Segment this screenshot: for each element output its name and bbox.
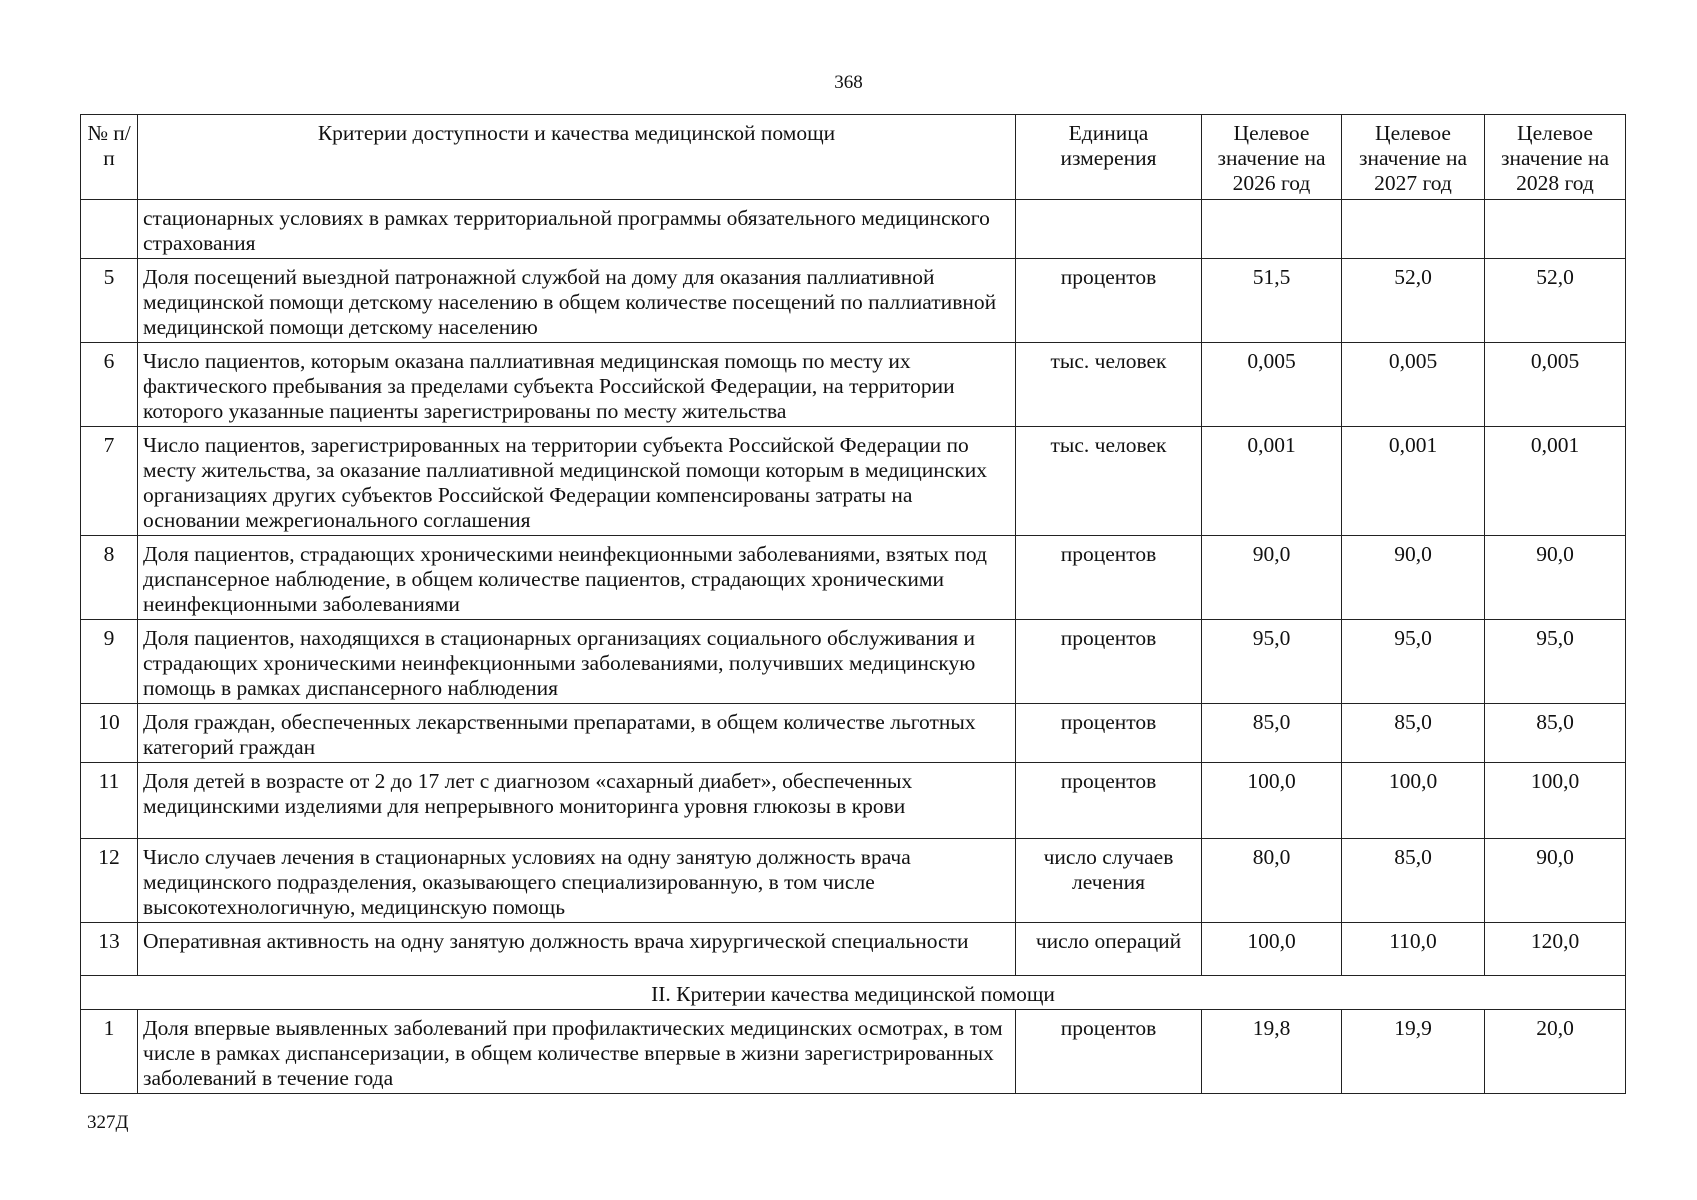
row-number: 7 <box>81 427 138 536</box>
criterion-text: Число пациентов, которым оказана паллиативная медицинская помощь по месту их фактического пребывания за пределами субъекта Российской Федерации, на территории которого указанные пациенты зарегистрированы по месту жительства <box>138 343 1016 427</box>
row-number: 6 <box>81 343 138 427</box>
target-2026: 90,0 <box>1202 536 1342 620</box>
table-row <box>81 620 1626 704</box>
row-number: 10 <box>81 704 138 763</box>
target-2027: 100,0 <box>1342 763 1485 839</box>
target-2028: 0,005 <box>1485 343 1626 427</box>
criterion-text: Число случаев лечения в стационарных условиях на одну занятую должность врача медицинского подразделения, оказывающего специализированную, в том числе высокотехнологичную, медицинскую помощь <box>138 839 1016 923</box>
table-row <box>81 200 1626 259</box>
header-target-2026: Целевое значение на 2026 год <box>1202 115 1342 200</box>
table-row <box>81 763 1626 839</box>
target-2027: 85,0 <box>1342 839 1485 923</box>
criterion-text: Доля пациентов, страдающих хроническими неинфекционными заболеваниями, взятых под диспансерное наблюдение, в общем количестве пациентов, страдающих хроническими неинфекционными заболеваниями <box>138 536 1016 620</box>
table-row <box>81 923 1626 976</box>
table-row <box>81 536 1626 620</box>
unit-of-measure: тыс. человек <box>1016 343 1202 427</box>
table-header-row <box>81 115 1626 200</box>
unit-of-measure: тыс. человек <box>1016 427 1202 536</box>
criterion-text: Доля посещений выездной патронажной службой на дому для оказания паллиативной медицинской помощи детскому населению в общем количестве посещений по паллиативной медицинской помощи детскому населению <box>138 259 1016 343</box>
header-number: № п/п <box>81 115 138 200</box>
header-unit: Единица измерения <box>1016 115 1202 200</box>
header-target-2027: Целевое значение на 2027 год <box>1342 115 1485 200</box>
unit-of-measure: число случаев лечения <box>1016 839 1202 923</box>
target-2027: 0,001 <box>1342 427 1485 536</box>
unit-of-measure: процентов <box>1016 536 1202 620</box>
target-2026: 0,005 <box>1202 343 1342 427</box>
target-2028: 85,0 <box>1485 704 1626 763</box>
unit-of-measure: процентов <box>1016 704 1202 763</box>
target-2028: 100,0 <box>1485 763 1626 839</box>
criterion-text: Доля детей в возрасте от 2 до 17 лет с диагнозом «сахарный диабет», обеспеченных медицинскими изделиями для непрерывного мониторинга уровня глюкозы в крови <box>138 763 1016 839</box>
table-row <box>81 427 1626 536</box>
target-2027: 85,0 <box>1342 704 1485 763</box>
page-number: 368 <box>834 72 863 93</box>
row-number <box>81 200 138 259</box>
row-number: 1 <box>81 1010 138 1094</box>
unit-of-measure <box>1016 200 1202 259</box>
target-2026: 95,0 <box>1202 620 1342 704</box>
target-2026: 100,0 <box>1202 763 1342 839</box>
row-number: 13 <box>81 923 138 976</box>
unit-of-measure: процентов <box>1016 620 1202 704</box>
table-row <box>81 343 1626 427</box>
header-target-2028: Целевое значение на 2028 год <box>1485 115 1626 200</box>
target-2027: 19,9 <box>1342 1010 1485 1094</box>
section-heading: II. Критерии качества медицинской помощи <box>81 976 1626 1010</box>
row-number: 11 <box>81 763 138 839</box>
target-2026: 0,001 <box>1202 427 1342 536</box>
table-row <box>81 259 1626 343</box>
table-row <box>81 704 1626 763</box>
target-2026: 100,0 <box>1202 923 1342 976</box>
criterion-text: стационарных условиях в рамках территориальной программы обязательного медицинского страхования <box>138 200 1016 259</box>
row-number: 9 <box>81 620 138 704</box>
target-2027: 90,0 <box>1342 536 1485 620</box>
criteria-table <box>80 114 1626 1094</box>
target-2027: 52,0 <box>1342 259 1485 343</box>
target-2026: 80,0 <box>1202 839 1342 923</box>
target-2027: 0,005 <box>1342 343 1485 427</box>
criterion-text: Число пациентов, зарегистрированных на территории субъекта Российской Федерации по месту жительства, за оказание паллиативной медицинской помощи которым в медицинских организациях других субъектов Российской Федерации компенсированы затраты на основании межрегионального соглашения <box>138 427 1016 536</box>
table-row <box>81 1010 1626 1094</box>
target-2028 <box>1485 200 1626 259</box>
target-2027: 110,0 <box>1342 923 1485 976</box>
row-number: 8 <box>81 536 138 620</box>
criterion-text: Доля впервые выявленных заболеваний при профилактических медицинских осмотрах, в том числе в рамках диспансеризации, в общем количестве впервые в жизни зарегистрированных заболеваний в течение года <box>138 1010 1016 1094</box>
row-number: 5 <box>81 259 138 343</box>
unit-of-measure: число операций <box>1016 923 1202 976</box>
target-2028: 0,001 <box>1485 427 1626 536</box>
footer-code: 327Д <box>87 1112 129 1133</box>
target-2028: 52,0 <box>1485 259 1626 343</box>
target-2027 <box>1342 200 1485 259</box>
target-2028: 20,0 <box>1485 1010 1626 1094</box>
target-2028: 120,0 <box>1485 923 1626 976</box>
unit-of-measure: процентов <box>1016 763 1202 839</box>
criterion-text: Доля пациентов, находящихся в стационарных организациях социального обслуживания и страдающих хроническими неинфекционными заболеваниями, получивших медицинскую помощь в рамках диспансерного наблюдения <box>138 620 1016 704</box>
unit-of-measure: процентов <box>1016 259 1202 343</box>
criterion-text: Доля граждан, обеспеченных лекарственными препаратами, в общем количестве льготных категорий граждан <box>138 704 1016 763</box>
target-2026 <box>1202 200 1342 259</box>
row-number: 12 <box>81 839 138 923</box>
table-row <box>81 839 1626 923</box>
table-body <box>81 200 1626 1094</box>
header-criteria: Критерии доступности и качества медицинской помощи <box>138 115 1016 200</box>
target-2027: 95,0 <box>1342 620 1485 704</box>
target-2026: 51,5 <box>1202 259 1342 343</box>
target-2028: 90,0 <box>1485 839 1626 923</box>
target-2028: 90,0 <box>1485 536 1626 620</box>
target-2026: 85,0 <box>1202 704 1342 763</box>
target-2026: 19,8 <box>1202 1010 1342 1094</box>
unit-of-measure: процентов <box>1016 1010 1202 1094</box>
target-2028: 95,0 <box>1485 620 1626 704</box>
section-heading-row <box>81 976 1626 1010</box>
criterion-text: Оперативная активность на одну занятую должность врача хирургической специальности <box>138 923 1016 976</box>
